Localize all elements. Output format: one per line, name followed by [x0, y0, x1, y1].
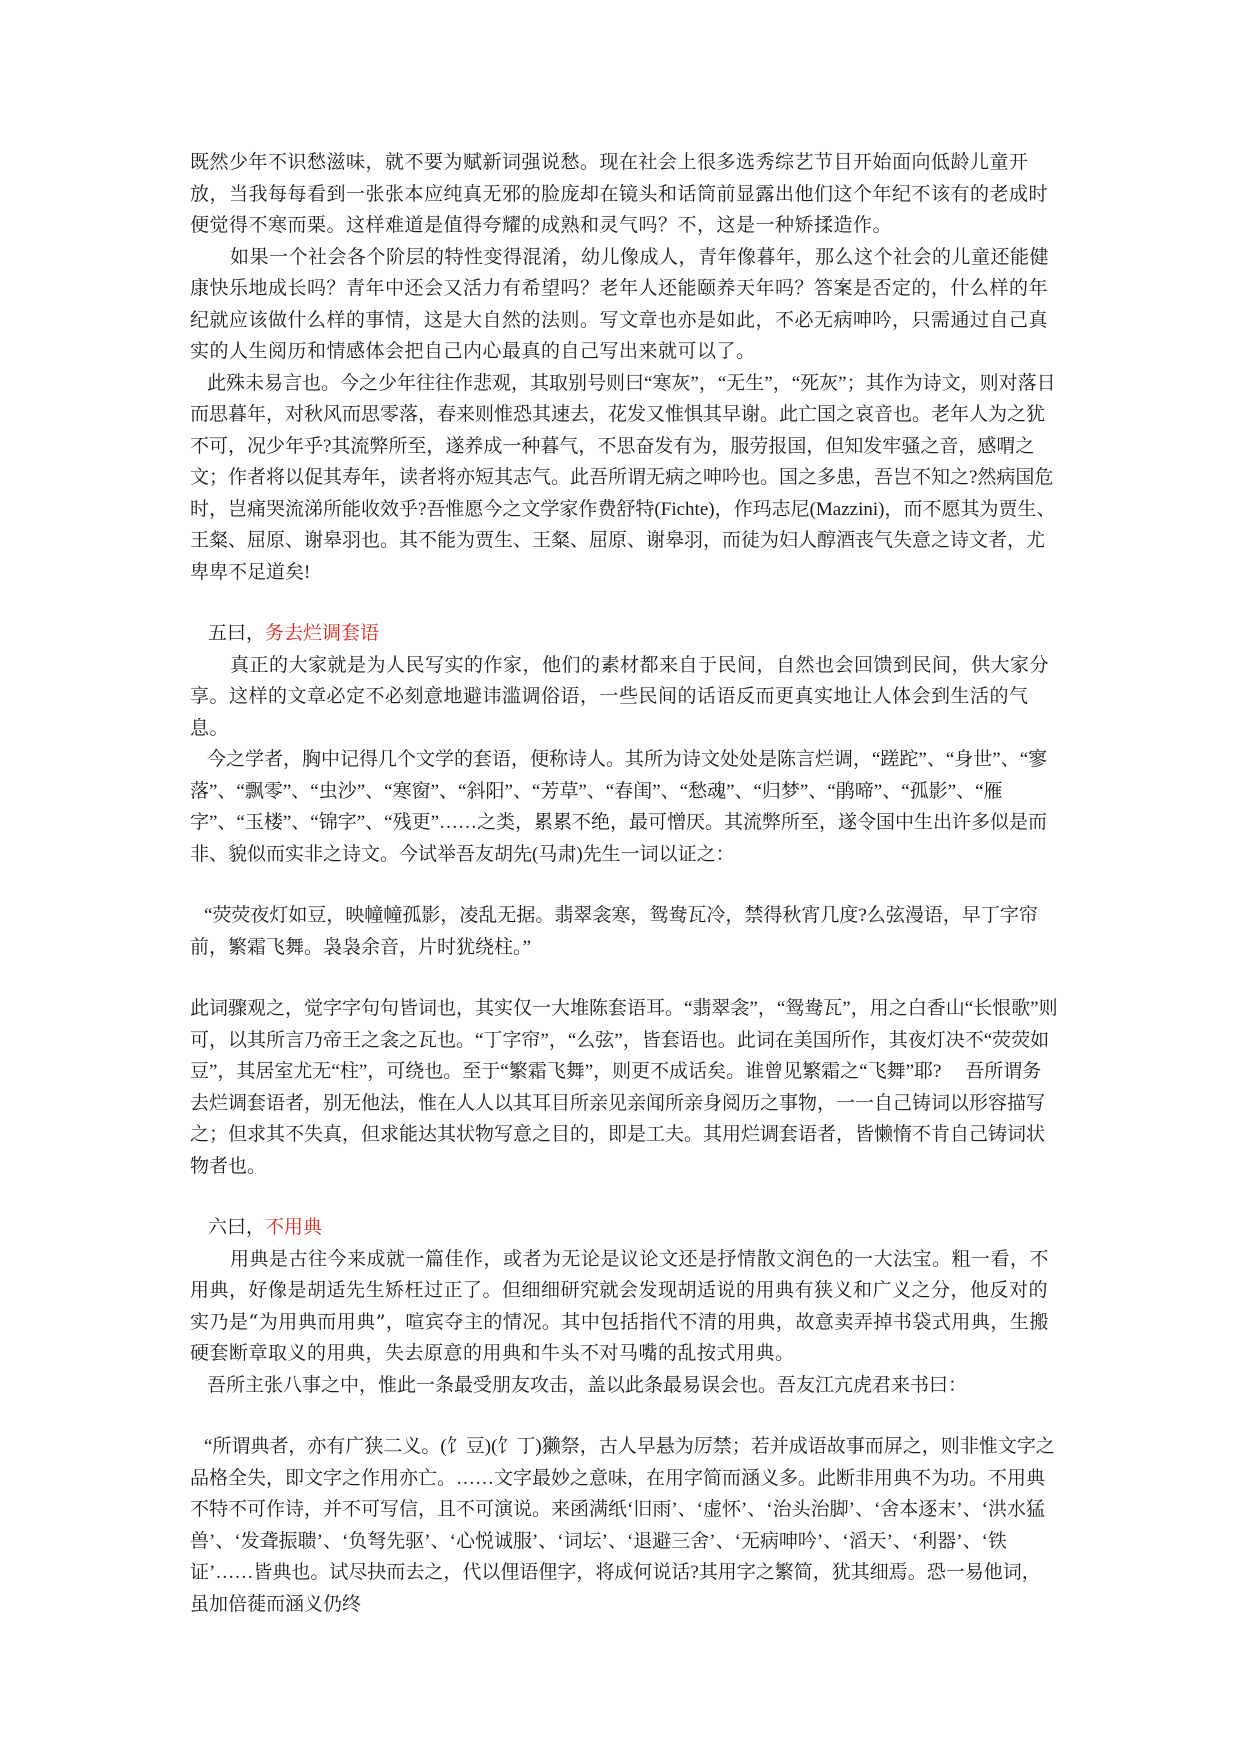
paragraph-allusion: 用典是古往今来成就一篇佳作，或者为无论是议论文还是抒情散文润色的一大法宝。粗一看，不用典，好像是胡适先生矫枉过正了。但细细研究就会发现胡适说的用典有狭义和广义之分，他反对的实乃是“为用典而用典”，喧宾夺主的情况。其中包括指代不清的用典，故意卖弄掉书袋式用典，生搬硬套断章取义的用典，失去原意的用典和牛头不对马嘴的乱按式用典。	[190, 1247, 1050, 1364]
heading-prefix: 五曰，	[208, 623, 266, 644]
paragraph-eight-points: 吾所主张八事之中，惟此一条最受朋友攻击，盖以此条最易误会也。吾友江亢虎君来书曰：	[207, 1374, 968, 1396]
quote-jiang-letter: “所谓典者，亦有广狭二义。(饣豆)(饣丁)獭祭，古人早悬为厉禁；若并成语故事而屏之，则非惟文字之品格全失，即文字之作用亦亡。……文字最妙之意味，在用字简而涵义多。此断非用典不为功。不用典不特不可作诗，并不可写信，且不可演说。来函满纸‘旧雨’、‘虚怀’、‘治头治脚’、‘舍本逐末’、‘洪水猛兽’、‘发聋振聩’、‘负弩先驱’、‘心悦诚服’、‘词坛’、‘退避三舍’、‘无病呻吟’、‘滔天’、‘利器’、‘铁证’……皆典也。试尽抉而去之，代以俚语俚字，将成何说话?其用字之繁简，犹其细焉。恐一易他词，虽加倍蓰而涵义仍终	[190, 1436, 1055, 1615]
paragraph-pessimism-quote: 此殊未易言也。今之少年往往作悲观，其取别号则曰“寒灰”，“无生”，“死灰”；其作为诗文，则对落日而思暮年，对秋风而思零落，春来则惟恐其速去，花发又惟惧其早谢。此亡国之哀音也。老年人为之犹不可，况少年乎?其流弊所至，遂养成一种暮气，不思奋发有为，服劳报国，但知发牢骚之音，感喟之文；作者将以促其寿年，读者将亦短其志气。此吾所谓无病之呻吟也。国之多患，吾岂不知之?然病国危时，岂痛哭流涕所能收效乎?吾惟愿今之文学家作费舒特(Fichte)，作玛志尼(Mazzini)，而不愿其为贾生、王粲、屈原、谢皋羽也。其不能为贾生、王粲、屈原、谢皋羽，而徒为妇人醇酒丧气失意之诗文者，尤卑卑不足道矣!	[190, 372, 1056, 583]
document-body	[190, 147, 1058, 1620]
section-gap	[190, 963, 1058, 993]
heading-title: 务去烂调套语	[265, 623, 380, 644]
section-gap	[190, 1401, 1058, 1431]
paragraph-writers-people: 真正的大家就是为人民写实的作家，他们的素材都来自于民间，自然也会回馈到民间，供大家分享。这样的文章必定不必刻意地避讳滥调俗语，一些民间的话语反而更真实地让人体会到生活的气息。	[190, 653, 1050, 739]
section-heading-six	[190, 1212, 1058, 1244]
section-gap	[190, 588, 1058, 618]
quote-hu-poem: “荧荧夜灯如豆，映幢幢孤影，凌乱无据。翡翠衾寒，鸳鸯瓦冷，禁得秋宵几度?么弦漫语，早丁字帘前，繁霜飞舞。袅袅余音，片时犹绕柱。”	[190, 905, 1038, 958]
paragraph-youth-worry: 既然少年不识愁滋味，就不要为赋新词强说愁。现在社会上很多选秀综艺节目开始面向低龄儿童开放，当我每每看到一张张本应纯真无邪的脸庞却在镜头和话筒前显露出他们这个年纪不该有的老成时便觉得不寒而栗。这样难道是值得夸耀的成熟和灵气吗？不，这是一种矫揉造作。	[190, 151, 1049, 236]
heading-title: 不用典	[265, 1217, 323, 1238]
section-heading-five	[190, 618, 1058, 650]
paragraph-poem-critique: 此词骤观之，觉字字句句皆词也，其实仅一大堆陈套语耳。“翡翠衾”，“鸳鸯瓦”，用之白香山“长恨歌”则可，以其所言乃帝王之衾之瓦也。“丁字帘”，“么弦”，皆套语也。此词在美国所作，其夜灯决不“荧荧如豆”，其居室尤无“柱”，可绕也。至于“繁霜飞舞”，则更不成话矣。谁曾见繁霜之“飞舞”耶? 吾所谓务去烂调套语者，别无他法，惟在人人以其耳目所亲见亲闻所亲身阅历之事物，一一自己铸词以形容描写之；但求其不失真，但求能达其状物写意之目的，即是工夫。其用烂调套语者，皆懒惰不肯自己铸词状物者也。	[190, 998, 1058, 1177]
section-gap	[190, 1182, 1058, 1212]
section-gap	[190, 870, 1058, 900]
paragraph-cliches: 今之学者，胸中记得几个文学的套语，便称诗人。其所为诗文处处是陈言烂调，“蹉跎”、“身世”、“寥落”、“飘零”、“虫沙”、“寒窗”、“斜阳”、“芳草”、“春闺”、“愁魂”、“归梦”、“鹃啼”、“孤影”、“雁字”、“玉楼”、“锦字”、“残更”……之类，累累不绝，最可憎厌。其流弊所至，遂令国中生出许多似是而非、貌似而实非之诗文。今试举吾友胡先(马肃)先生一词以证之：	[190, 749, 1048, 865]
paragraph-society-stages: 如果一个社会各个阶层的特性变得混淆，幼儿像成人，青年像暮年，那么这个社会的儿童还能健康快乐地成长吗？青年中还会又活力有希望吗？老年人还能颐养天年吗？答案是否定的，什么样的年纪就应该做什么样的事情，这是大自然的法则。写文章也亦是如此，不必无病呻吟，只需通过自己真实的人生阅历和情感体会把自己内心最真的自己写出来就可以了。	[190, 245, 1050, 362]
heading-prefix: 六曰，	[208, 1217, 266, 1238]
